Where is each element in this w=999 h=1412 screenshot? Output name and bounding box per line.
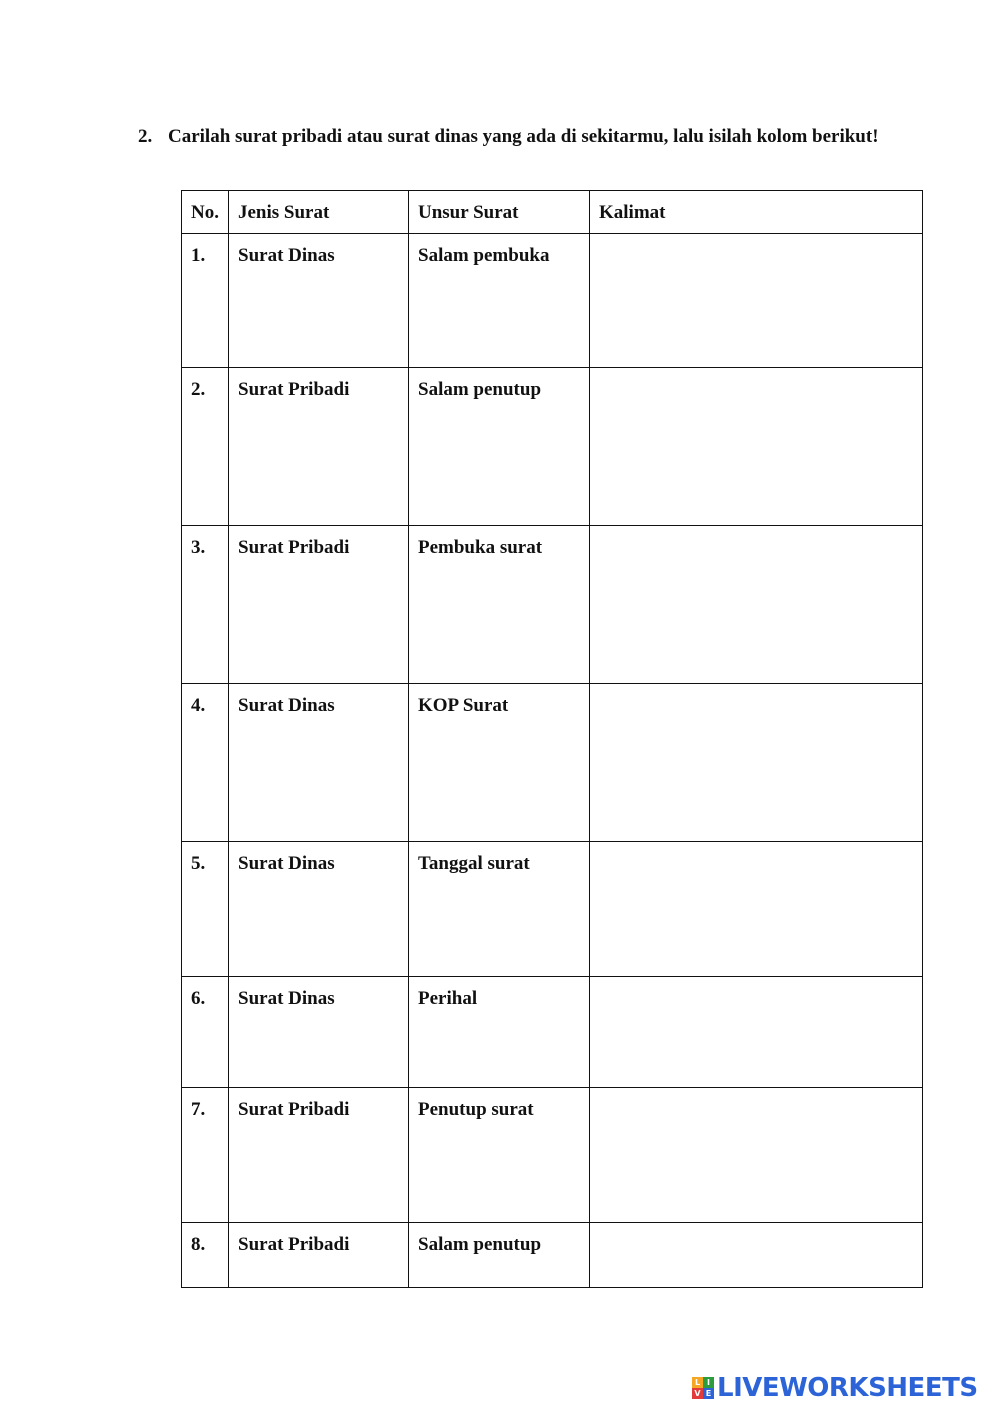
row-number: 1. — [182, 234, 229, 368]
question-number: 2. — [138, 126, 153, 147]
logo-mark-letter: I — [703, 1377, 714, 1388]
kalimat-answer-cell[interactable] — [590, 842, 923, 977]
jenis-surat-cell: Surat Dinas — [229, 842, 409, 977]
row-number: 3. — [182, 526, 229, 684]
jenis-surat-cell: Surat Pribadi — [229, 1223, 409, 1288]
row-number: 5. — [182, 842, 229, 977]
logo-mark-letter: V — [692, 1388, 703, 1399]
logo-mark-letter: L — [692, 1377, 703, 1388]
question-text: Carilah surat pribadi atau surat dinas yang ada di sekitarmu, lalu isilah kolom berikut! — [168, 126, 879, 147]
row-number: 2. — [182, 368, 229, 526]
table-row — [182, 526, 923, 684]
kalimat-answer-cell[interactable] — [590, 526, 923, 684]
jenis-surat-cell: Surat Pribadi — [229, 1088, 409, 1223]
liveworksheets-wordmark: LIVEWORKSHEETS — [717, 1373, 978, 1403]
table-row — [182, 234, 923, 368]
header-no: No. — [182, 191, 229, 234]
jenis-surat-cell: Surat Dinas — [229, 684, 409, 842]
row-number: 8. — [182, 1223, 229, 1288]
row-number: 4. — [182, 684, 229, 842]
unsur-surat-cell: Salam penutup — [409, 1223, 590, 1288]
kalimat-answer-cell[interactable] — [590, 234, 923, 368]
kalimat-answer-cell[interactable] — [590, 1088, 923, 1223]
unsur-surat-cell: Tanggal surat — [409, 842, 590, 977]
table-row — [182, 1223, 923, 1288]
row-number: 6. — [182, 977, 229, 1088]
row-number: 7. — [182, 1088, 229, 1223]
unsur-surat-cell: Pembuka surat — [409, 526, 590, 684]
table-row — [182, 842, 923, 977]
jenis-surat-cell: Surat Dinas — [229, 977, 409, 1088]
unsur-surat-cell: Penutup surat — [409, 1088, 590, 1223]
jenis-surat-cell: Surat Pribadi — [229, 368, 409, 526]
unsur-surat-cell: Salam pembuka — [409, 234, 590, 368]
kalimat-answer-cell[interactable] — [590, 368, 923, 526]
logo-mark-letter: E — [703, 1388, 714, 1399]
header-unsur-surat: Unsur Surat — [409, 191, 590, 234]
kalimat-answer-cell[interactable] — [590, 684, 923, 842]
kalimat-answer-cell[interactable] — [590, 977, 923, 1088]
liveworksheets-logo — [692, 1374, 978, 1402]
table-row — [182, 977, 923, 1088]
answer-table — [181, 190, 923, 1288]
table-row — [182, 368, 923, 526]
liveworksheets-mark-icon — [692, 1377, 714, 1399]
jenis-surat-cell: Surat Dinas — [229, 234, 409, 368]
table-row — [182, 1088, 923, 1223]
jenis-surat-cell: Surat Pribadi — [229, 526, 409, 684]
header-kalimat: Kalimat — [590, 191, 923, 234]
unsur-surat-cell: Salam penutup — [409, 368, 590, 526]
header-jenis-surat: Jenis Surat — [229, 191, 409, 234]
kalimat-answer-cell[interactable] — [590, 1223, 923, 1288]
table-header-row — [182, 191, 923, 234]
unsur-surat-cell: Perihal — [409, 977, 590, 1088]
table-row — [182, 684, 923, 842]
unsur-surat-cell: KOP Surat — [409, 684, 590, 842]
